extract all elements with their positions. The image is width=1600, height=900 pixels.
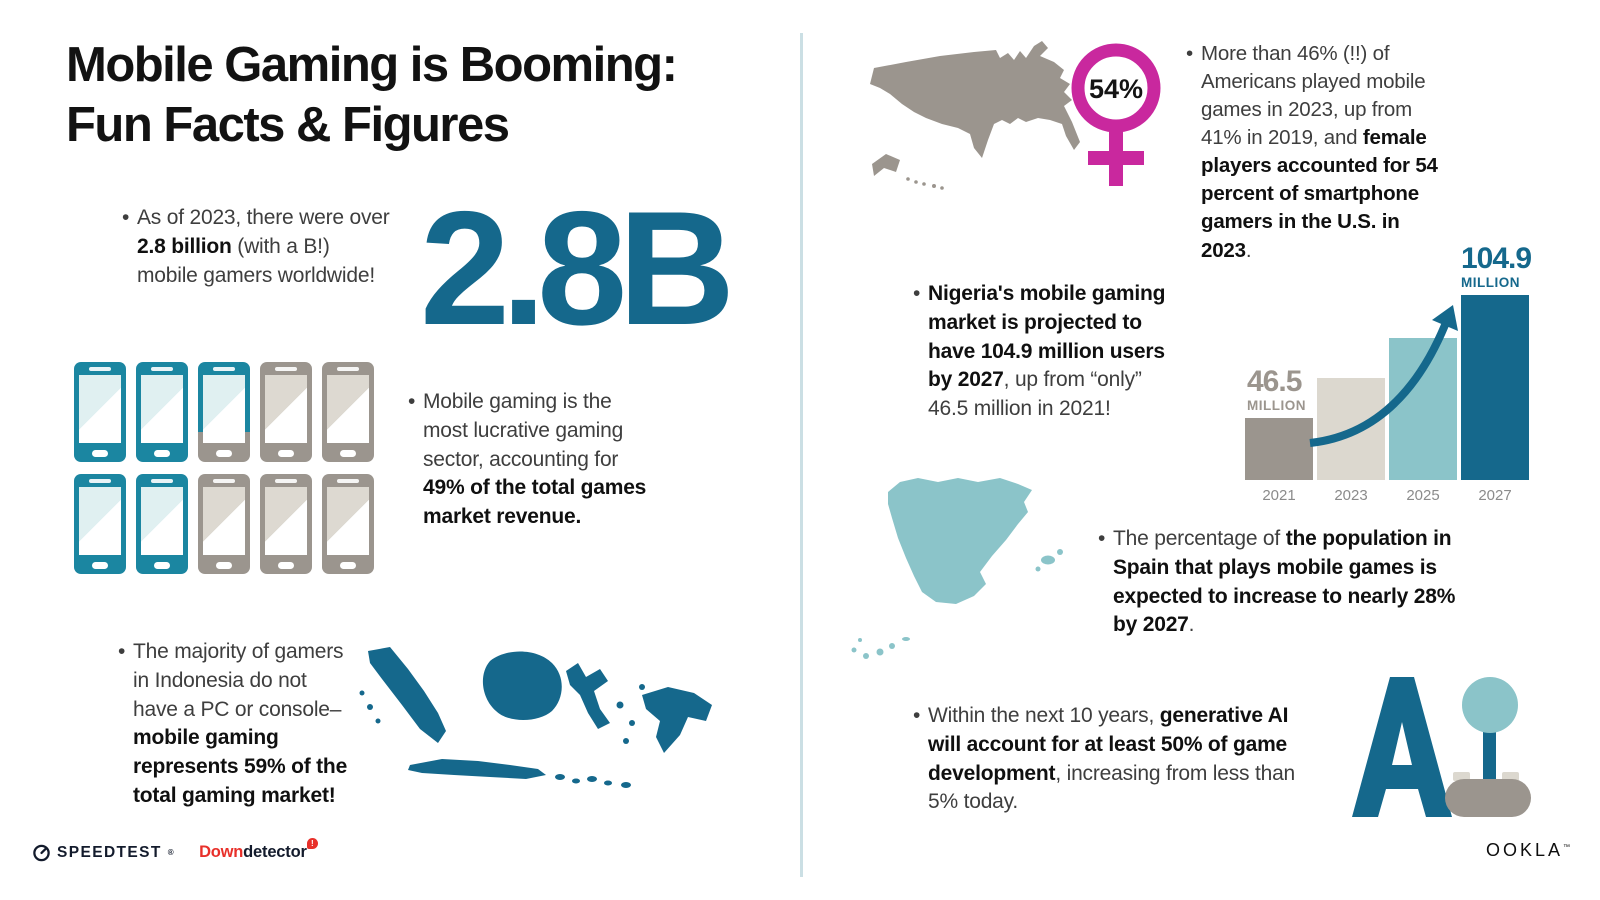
phone-icon-teal: [74, 362, 126, 462]
fact-worldwide-gamers: [122, 204, 390, 290]
fact-indonesia: [118, 638, 350, 811]
phone-speaker: [275, 367, 297, 371]
column-divider: [800, 33, 803, 877]
fact-spain-text: The percentage of the population in Spain that plays mobile games is expected to increase to nearly 28% by 2027.: [1113, 527, 1456, 637]
fact-spain: [1098, 525, 1470, 640]
spain-map: [846, 452, 1086, 672]
page-title-line1: Mobile Gaming is Booming:: [66, 38, 677, 92]
page-title-line2: Fun Facts & Figures: [66, 97, 509, 152]
phone-screen: [203, 375, 245, 443]
female-share-label: 54%: [1088, 74, 1144, 104]
phone-home-button: [278, 562, 294, 569]
speedtest-gauge-icon: [32, 843, 51, 862]
bullet-dot: •: [913, 282, 921, 305]
nigeria-chart-years: [1245, 487, 1529, 504]
downdetector-badge-icon: !: [307, 838, 318, 849]
downdetector-label-detector: detector: [243, 843, 307, 861]
fact-us-players: [1186, 40, 1444, 265]
phone-speaker: [275, 479, 297, 483]
bullet-dot: •: [408, 390, 416, 413]
stat-2-8b: 2.8B: [420, 178, 727, 359]
speedtest-label: SPEEDTEST: [57, 843, 162, 861]
phone-home-button: [216, 562, 232, 569]
phone-speaker: [337, 367, 359, 371]
phone-speaker: [337, 479, 359, 483]
footer-logos: [32, 839, 314, 862]
page-title: [66, 36, 726, 156]
chart-year-label: 2021: [1262, 487, 1296, 504]
phone-home-button: [154, 562, 170, 569]
phone-grid: [74, 362, 374, 574]
chart-first-unit: MILLION: [1247, 397, 1306, 413]
phone-home-button: [154, 450, 170, 457]
bullet-dot: •: [122, 206, 130, 229]
phone-screen: [141, 375, 183, 443]
phone-screen: [265, 375, 307, 443]
speedtest-logo: [32, 843, 175, 862]
phone-home-button: [92, 450, 108, 457]
phone-icon-gray: [260, 362, 312, 462]
fact-nigeria-text: Nigeria's mobile gaming market is projected to have 104.9 million users by 2027, up from “only” 46.5 million in 2021!: [928, 282, 1166, 421]
bullet-dot: •: [913, 704, 921, 727]
phone-screen: [327, 487, 369, 555]
phone-icon-teal: [74, 474, 126, 574]
phone-speaker: [89, 479, 111, 483]
bullet-dot: •: [118, 640, 126, 663]
phone-speaker: [213, 479, 235, 483]
phone-home-button: [340, 450, 356, 457]
speedtest-mark: ®: [167, 848, 176, 857]
bullet-dot: •: [1186, 42, 1193, 65]
fact-worldwide-text: As of 2023, there were over 2.8 billion (with a B!) mobile gamers worldwide!: [137, 206, 390, 287]
phone-screen: [79, 487, 121, 555]
phone-screen: [327, 375, 369, 443]
fact-ai-text: Within the next 10 years, generative AI will account for at least 50% of game development, increasing from less than 5% today.: [928, 704, 1296, 814]
fact-generative-ai: [913, 702, 1307, 817]
phone-speaker: [89, 367, 111, 371]
phone-icon-gray: [260, 474, 312, 574]
downdetector-label-down: Down: [199, 843, 244, 861]
female-symbol-icon: [1068, 38, 1164, 188]
indonesia-map: [350, 643, 720, 813]
chart-label-last: [1461, 241, 1532, 290]
chart-year-label: 2025: [1406, 487, 1440, 504]
chart-last-value: 104.9: [1461, 241, 1532, 275]
chart-year-label: 2023: [1334, 487, 1368, 504]
ookla-mark: ™: [1563, 844, 1570, 851]
phone-home-button: [92, 562, 108, 569]
phone-speaker: [151, 367, 173, 371]
chart-year-label: 2027: [1478, 487, 1512, 504]
phone-icon-split: [198, 362, 250, 462]
phone-icon-gray: [198, 474, 250, 574]
downdetector-logo: [199, 839, 314, 862]
phone-icon-teal: [136, 474, 188, 574]
phone-icon-teal: [136, 362, 188, 462]
ookla-label: OOKLA: [1485, 840, 1563, 860]
fact-revenue: [408, 388, 648, 532]
phone-screen: [203, 487, 245, 555]
nigeria-users-chart: [1245, 241, 1532, 504]
fact-us-text: More than 46% (!!) of Americans played mobile games in 2023, up from 41% in 2019, and female players accounted for 54 percent of smartphone gamers in the U.S. in 2023.: [1201, 42, 1438, 262]
fact-revenue-text: Mobile gaming is the most lucrative gaming sector, accounting for 49% of the total games market revenue.: [423, 390, 647, 529]
phone-screen: [79, 375, 121, 443]
fact-nigeria: [913, 280, 1169, 424]
chart-last-unit: MILLION: [1461, 274, 1520, 290]
growth-arrow-icon: [1290, 285, 1480, 460]
phone-speaker: [213, 367, 235, 371]
phone-home-button: [278, 450, 294, 457]
phone-screen: [141, 487, 183, 555]
usa-map: [862, 36, 1100, 204]
phone-icon-gray: [322, 362, 374, 462]
phone-screen: [265, 487, 307, 555]
phone-home-button: [340, 562, 356, 569]
ai-joystick-icon: [1350, 672, 1550, 822]
bullet-dot: •: [1098, 527, 1106, 550]
fact-indonesia-text: The majority of gamers in Indonesia do not have a PC or console–mobile gaming represents 59% of the total gaming market!: [133, 640, 348, 807]
phone-speaker: [151, 479, 173, 483]
phone-home-button: [216, 450, 232, 457]
phone-icon-gray: [322, 474, 374, 574]
chart-first-value: 46.5: [1247, 364, 1302, 398]
ookla-logo: [1486, 840, 1570, 861]
